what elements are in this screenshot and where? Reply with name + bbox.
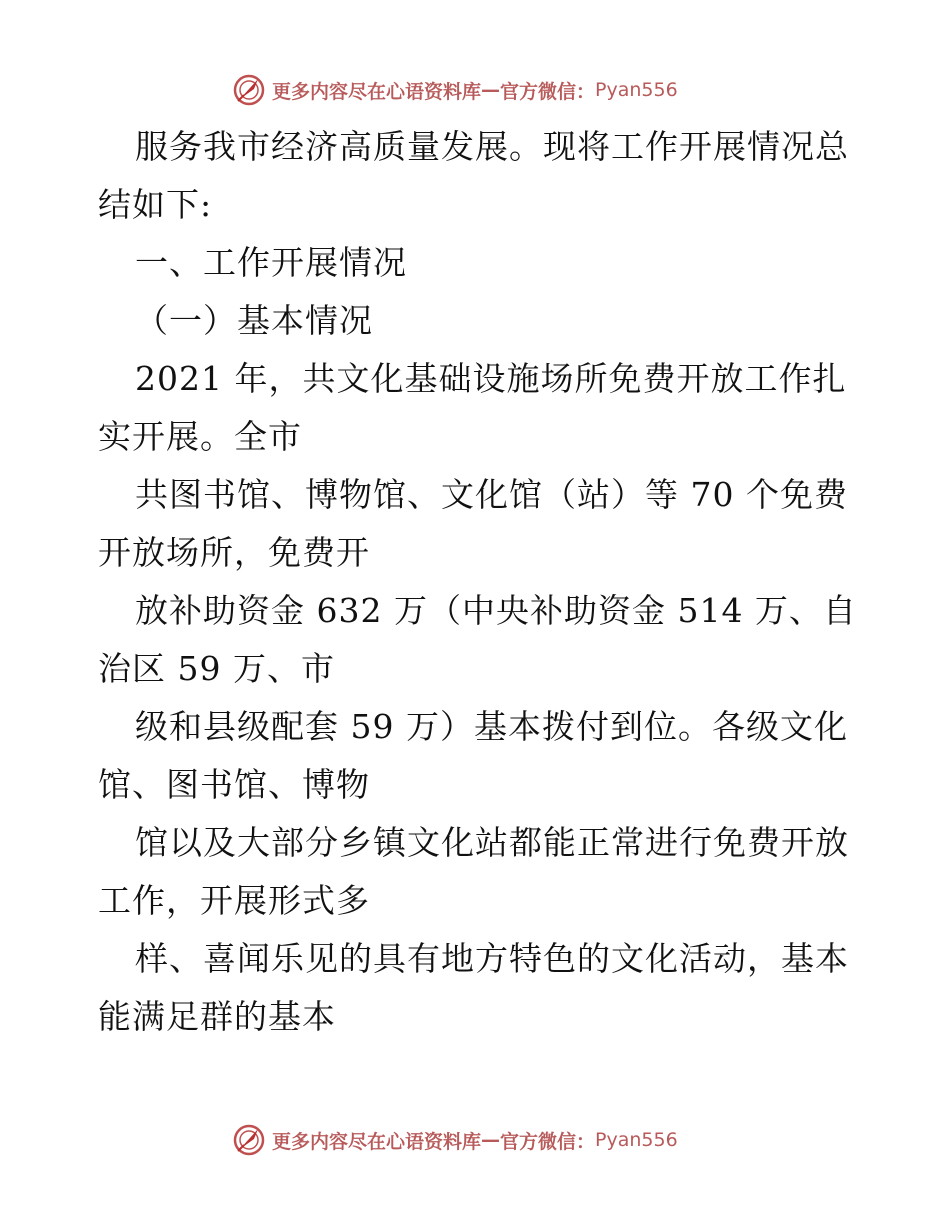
paragraph-line: 共图书馆、博物馆、文化馆（站）等 70 个免费 (135, 475, 848, 514)
paragraph-line: 治区 59 万、市 (98, 649, 335, 688)
paragraph-line: 馆以及大部分乡镇文化站都能正常进行免费开放 (135, 823, 849, 862)
paragraph-line: 工作，开展形式多 (98, 881, 370, 920)
paragraph-line: 样、喜闻乐见的具有地方特色的文化活动，基本 (135, 939, 849, 978)
paragraph-line: 能满足群的基本 (98, 997, 336, 1036)
watermark-contact: 官方微信： (500, 80, 596, 103)
paragraph-line: 馆、图书馆、博物 (98, 765, 370, 804)
quill-logo-icon (232, 73, 266, 107)
watermark-separator: — (481, 79, 501, 101)
paragraph-line: 放补助资金 632 万（中央补助资金 514 万、自 (135, 591, 857, 630)
watermark-id: Pyan556 (595, 1129, 678, 1151)
watermark-id: Pyan556 (595, 79, 678, 101)
watermark-contact: 官方微信： (500, 1130, 596, 1153)
watermark-text: 更多内容尽在心语资料库 (272, 1130, 482, 1153)
paragraph-line: 实开展。全市 (98, 417, 302, 456)
paragraph-line: 级和县级配套 59 万）基本拨付到位。各级文化 (135, 707, 848, 746)
document-body (98, 118, 858, 1046)
paragraph-line: 服务我市经济高质量发展。现将工作开展情况总 (135, 127, 849, 166)
subsection-heading: （一）基本情况 (135, 301, 373, 340)
paragraph-line: 2021 年，共文化基础设施场所免费开放工作扎 (135, 359, 847, 398)
watermark-text: 更多内容尽在心语资料库 (272, 80, 482, 103)
paragraph-line: 结如下: (98, 185, 213, 224)
section-heading: 一、工作开展情况 (135, 243, 407, 282)
watermark-header (232, 72, 678, 108)
watermark-separator: — (481, 1129, 501, 1151)
watermark-footer (232, 1122, 678, 1158)
paragraph-line: 开放场所，免费开 (98, 533, 370, 572)
quill-logo-icon (232, 1123, 266, 1157)
